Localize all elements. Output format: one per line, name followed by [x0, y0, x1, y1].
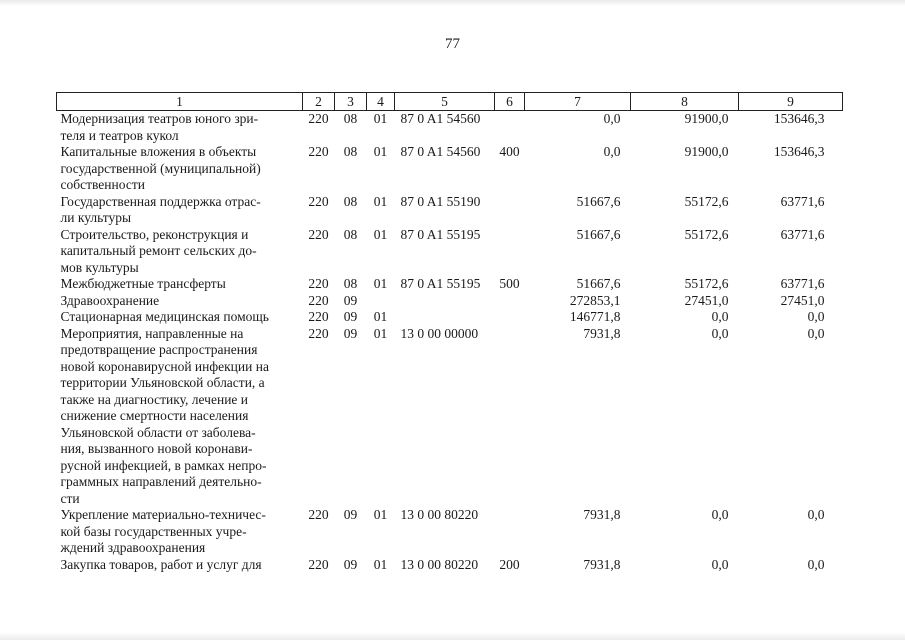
cell-amount-col7: 0,0 — [603, 111, 621, 126]
item-name-line: мов культуры — [60, 259, 139, 275]
table-row — [57, 144, 843, 194]
cell-admin-code: 220 — [308, 111, 329, 126]
cell-amount-col7: 7931,8 — [583, 325, 621, 341]
item-name-line: ния, вызванного новой коронави- — [60, 441, 253, 456]
header-col-1: 1 — [57, 93, 303, 111]
cell-section: 09 — [343, 556, 358, 572]
cell-amount-col8: 55172,6 — [684, 226, 729, 242]
item-name-line: Государственная поддержка отрас- — [60, 193, 261, 209]
cell-expense-type — [495, 507, 525, 557]
cell-admin-code: 220 — [308, 507, 329, 522]
header-col-8: 8 — [631, 93, 739, 111]
cell-expense-type — [495, 111, 525, 145]
cell-item-name — [57, 227, 303, 277]
table-row — [57, 557, 843, 574]
cell-amount-col7: 272853,1 — [569, 292, 621, 308]
cell-subsection: 01 — [373, 507, 388, 522]
cell-target-article: 87 0 A1 54560 — [400, 144, 481, 159]
item-name-line: Здравоохранение — [60, 292, 160, 308]
cell-subsection: 01 — [373, 309, 388, 324]
item-name-line: Закупка товаров, работ и услуг для — [60, 556, 262, 572]
header-col-6: 6 — [495, 93, 525, 111]
cell-expense-type: 200 — [499, 556, 520, 572]
item-name-line: русной инфекцией, в рамках непро- — [60, 457, 267, 473]
cell-section: 09 — [343, 309, 358, 324]
cell-admin-code: 220 — [308, 144, 329, 159]
cell-expense-type — [495, 326, 525, 508]
budget-table — [56, 92, 843, 573]
cell-expense-type: 500 — [499, 276, 520, 291]
cell-admin-code: 220 — [308, 556, 329, 572]
cell-amount-col9: 153646,3 — [773, 144, 825, 159]
table-row — [57, 227, 843, 277]
item-name-line: территории Ульяновской области, а — [60, 375, 265, 390]
table-body — [57, 111, 843, 574]
item-name-line: теля и театров кукол — [60, 127, 179, 143]
cell-admin-code: 220 — [308, 193, 329, 209]
item-name-line: собственности — [60, 177, 145, 192]
cell-subsection: 01 — [373, 111, 388, 126]
cell-item-name — [57, 293, 303, 310]
header-col-5: 5 — [395, 93, 495, 111]
cell-item-name — [57, 111, 303, 145]
cell-amount-col9: 63771,6 — [780, 226, 825, 242]
cell-subsection: 01 — [373, 276, 388, 291]
cell-item-name — [57, 144, 303, 194]
cell-section: 09 — [343, 325, 358, 341]
cell-item-name — [57, 557, 303, 574]
cell-amount-col9: 0,0 — [807, 309, 825, 324]
cell-admin-code: 220 — [308, 309, 329, 324]
cell-subsection: 01 — [373, 144, 388, 159]
header-col-2: 2 — [303, 93, 335, 111]
header-col-9: 9 — [739, 93, 843, 111]
item-name-line: Ульяновской области от заболева- — [60, 424, 256, 440]
cell-item-name — [57, 507, 303, 557]
cell-amount-col7: 146771,8 — [569, 309, 621, 324]
cell-section: 08 — [343, 226, 358, 242]
item-name-line: ли культуры — [60, 210, 132, 225]
item-name-line: Модернизация театров юного зри- — [60, 111, 259, 126]
cell-section: 08 — [343, 193, 358, 209]
cell-amount-col7: 7931,8 — [583, 556, 621, 572]
page-number: 77 — [445, 36, 460, 52]
table-row — [57, 507, 843, 557]
cell-amount-col7: 51667,6 — [576, 226, 621, 242]
cell-expense-type — [495, 194, 525, 227]
cell-target-article: 13 0 00 80220 — [400, 556, 479, 572]
cell-target-article: 87 0 A1 55195 — [400, 226, 481, 242]
item-name-line: сти — [60, 490, 80, 506]
cell-section: 08 — [343, 111, 358, 126]
cell-amount-col9: 0,0 — [807, 325, 825, 341]
cell-target-article: 87 0 A1 55190 — [400, 193, 481, 209]
header-col-7: 7 — [525, 93, 631, 111]
item-name-line: снижение смертности населения — [60, 408, 249, 423]
table-header — [57, 93, 843, 111]
cell-amount-col8: 55172,6 — [684, 276, 729, 291]
cell-amount-col9: 63771,6 — [780, 193, 825, 209]
item-name-line: государственной (муниципальной) — [60, 160, 261, 176]
cell-amount-col8: 0,0 — [711, 309, 729, 324]
cell-target-article — [395, 293, 495, 310]
cell-expense-type — [495, 309, 525, 326]
item-name-line: Капитальные вложения в объекты — [60, 144, 257, 159]
cell-expense-type — [495, 227, 525, 277]
cell-amount-col8: 0,0 — [711, 325, 729, 341]
header-col-3: 3 — [335, 93, 367, 111]
cell-amount-col8: 55172,6 — [684, 193, 729, 209]
table-row — [57, 293, 843, 310]
cell-target-article: 87 0 A1 54560 — [400, 111, 481, 126]
cell-amount-col7: 51667,6 — [576, 276, 621, 291]
cell-item-name — [57, 309, 303, 326]
item-name-line: предотвращение распространения — [60, 342, 258, 357]
cell-amount-col9: 27451,0 — [780, 292, 825, 308]
cell-amount-col8: 27451,0 — [684, 292, 729, 308]
scan-edge-bottom — [0, 632, 905, 640]
table-row — [57, 111, 843, 145]
cell-amount-col8: 91900,0 — [684, 144, 729, 159]
cell-target-article: 13 0 00 00000 — [400, 325, 479, 341]
cell-subsection: 01 — [373, 226, 388, 242]
cell-amount-col9: 63771,6 — [780, 276, 825, 291]
cell-item-name — [57, 194, 303, 227]
cell-expense-type — [495, 293, 525, 310]
cell-admin-code: 220 — [308, 276, 329, 291]
item-name-line: ждений здравоохранения — [60, 540, 206, 555]
item-name-line: также на диагностику, лечение и — [60, 391, 249, 407]
cell-expense-type: 400 — [499, 144, 520, 159]
cell-amount-col9: 0,0 — [807, 556, 825, 572]
cell-amount-col9: 153646,3 — [773, 111, 825, 126]
cell-amount-col7: 51667,6 — [576, 193, 621, 209]
item-name-line: Стационарная медицинская помощь — [60, 309, 269, 324]
item-name-line: Строительство, реконструкция и — [60, 226, 249, 242]
item-name-line: граммных направлений деятельно- — [60, 474, 262, 489]
cell-target-article: 13 0 00 80220 — [400, 507, 479, 522]
cell-subsection — [367, 293, 395, 310]
item-name-line: капитальный ремонт сельских до- — [60, 243, 257, 258]
item-name-line: новой коронавирусной инфекции на — [60, 358, 269, 374]
table-row — [57, 276, 843, 293]
cell-section: 08 — [343, 276, 358, 291]
cell-amount-col8: 0,0 — [711, 556, 729, 572]
cell-subsection: 01 — [373, 193, 388, 209]
cell-item-name — [57, 326, 303, 508]
header-col-4: 4 — [367, 93, 395, 111]
table-row — [57, 326, 843, 508]
cell-admin-code: 220 — [308, 226, 329, 242]
item-name-line: Мероприятия, направленные на — [60, 325, 244, 341]
cell-amount-col8: 91900,0 — [684, 111, 729, 126]
header-row — [57, 93, 843, 111]
item-name-line: кой базы государственных учре- — [60, 523, 247, 539]
scan-edge-top — [0, 0, 905, 6]
item-name-line: Укрепление материально-техничес- — [60, 507, 266, 522]
cell-amount-col7: 7931,8 — [583, 507, 621, 522]
cell-target-article — [395, 309, 495, 326]
cell-amount-col7: 0,0 — [603, 144, 621, 159]
item-name-line: Межбюджетные трансферты — [60, 276, 226, 291]
cell-subsection: 01 — [373, 556, 388, 572]
cell-amount-col9: 0,0 — [807, 507, 825, 522]
cell-section: 09 — [343, 507, 358, 522]
table-row — [57, 194, 843, 227]
table-row — [57, 309, 843, 326]
cell-section: 08 — [343, 144, 358, 159]
cell-admin-code: 220 — [308, 292, 329, 308]
cell-target-article: 87 0 A1 55195 — [400, 276, 481, 291]
cell-section: 09 — [343, 292, 358, 308]
cell-item-name — [57, 276, 303, 293]
cell-amount-col8: 0,0 — [711, 507, 729, 522]
cell-admin-code: 220 — [308, 325, 329, 341]
cell-subsection: 01 — [373, 325, 388, 341]
